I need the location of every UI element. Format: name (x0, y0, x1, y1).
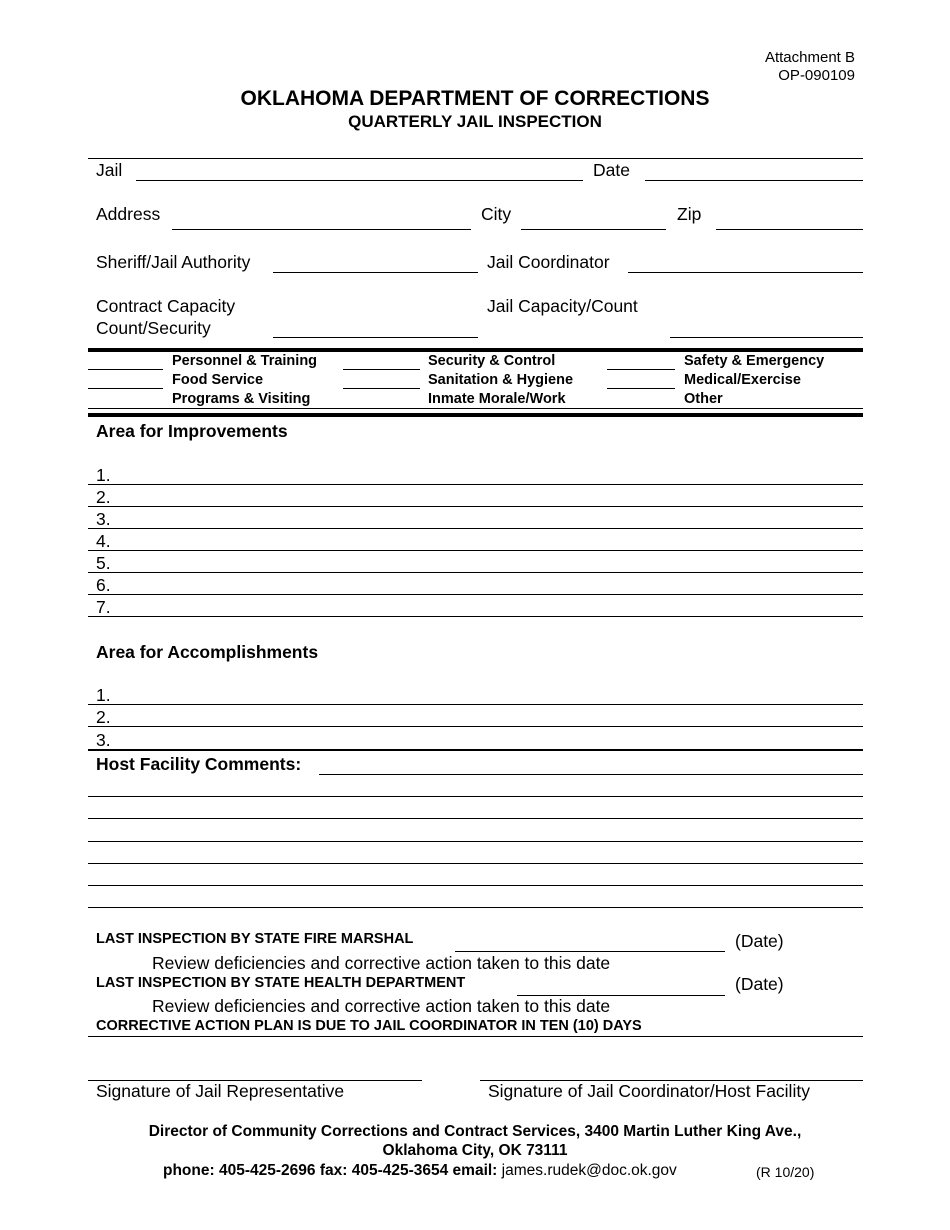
zip-input[interactable] (716, 207, 863, 230)
check-medical[interactable] (607, 366, 675, 389)
fire-marshal-date-label: (Date) (735, 931, 784, 951)
host-comment-line[interactable] (88, 796, 863, 797)
improvement-item: 7. (96, 597, 111, 617)
corrective-rule (88, 1036, 863, 1037)
category-programs: Programs & Visiting (172, 391, 311, 407)
page-subtitle: QUARTERLY JAIL INSPECTION (348, 112, 602, 131)
city-input[interactable] (521, 207, 666, 230)
contract-capacity-input[interactable] (273, 315, 478, 338)
improvement-line[interactable] (88, 506, 863, 507)
improvement-line[interactable] (88, 616, 863, 617)
jail-input[interactable] (136, 158, 583, 181)
zip-label: Zip (677, 204, 702, 224)
fire-marshal-label: LAST INSPECTION BY STATE FIRE MARSHAL (96, 931, 414, 947)
improvement-item: 5. (96, 553, 111, 573)
contract-capacity-label-2: Count/Security (96, 318, 211, 338)
categories-bottom-rule (88, 413, 863, 417)
host-comment-line[interactable] (88, 885, 863, 886)
jail-capacity-input[interactable] (670, 315, 863, 338)
health-dept-date-input[interactable] (517, 973, 725, 996)
host-comment-line[interactable] (319, 774, 863, 775)
accomplishments-heading: Area for Accomplishments (96, 642, 319, 662)
phone-number: 405-425-2696 (218, 1162, 316, 1179)
check-sanitation[interactable] (343, 366, 420, 389)
accomplishments-bottom-rule (88, 749, 863, 751)
coordinator-signature-line[interactable] (480, 1058, 863, 1081)
host-comments-label: Host Facility Comments: (96, 754, 302, 774)
category-medical: Medical/Exercise (684, 372, 801, 388)
doc-code: OP-090109 (778, 67, 855, 84)
category-sanitation: Sanitation & Hygiene (428, 372, 574, 388)
jail-coordinator-input[interactable] (628, 250, 863, 273)
improvement-item: 2. (96, 487, 111, 507)
category-safety: Safety & Emergency (684, 353, 825, 369)
jail-rep-signature-label: Signature of Jail Representative (96, 1081, 345, 1101)
accomplishment-line[interactable] (88, 704, 863, 705)
fire-marshal-review: Review deficiencies and corrective action taken to this date (152, 953, 611, 973)
city-label: City (481, 204, 512, 224)
host-comment-line[interactable] (88, 841, 863, 842)
attachment-label: Attachment B (764, 49, 855, 66)
improvement-line[interactable] (88, 594, 863, 595)
category-other: Other (684, 391, 723, 407)
jail-rep-signature-line[interactable] (88, 1058, 422, 1081)
footer-address-line1: Director of Community Corrections and Contract Services, 3400 Martin Luther King Ave., (148, 1123, 802, 1140)
address-label: Address (96, 204, 161, 224)
jail-capacity-label: Jail Capacity/Count (487, 296, 638, 316)
fax-number: 405-425-3654 (351, 1162, 449, 1179)
category-security: Security & Control (428, 353, 556, 369)
category-food: Food Service (172, 372, 264, 388)
accomplishment-item: 3. (96, 730, 111, 750)
footer-contact (163, 1163, 677, 1179)
phone-label: phone: (163, 1162, 215, 1179)
health-dept-date-label: (Date) (735, 974, 784, 994)
contract-capacity-label: Contract Capacity (96, 296, 236, 316)
categories-thin-rule (88, 408, 863, 409)
host-comment-line[interactable] (88, 818, 863, 819)
jail-label: Jail (96, 160, 123, 180)
page-title: OKLAHOMA DEPARTMENT OF CORRECTIONS (240, 87, 710, 110)
improvement-line[interactable] (88, 550, 863, 551)
host-comment-line[interactable] (88, 907, 863, 908)
corrective-action-notice: CORRECTIVE ACTION PLAN IS DUE TO JAIL COORDINATOR IN TEN (10) DAYS (96, 1018, 642, 1034)
revision-code: (R 10/20) (756, 1164, 815, 1180)
date-label: Date (593, 160, 630, 180)
email-label: email: (452, 1162, 498, 1179)
fire-marshal-date-input[interactable] (455, 929, 725, 952)
date-input[interactable] (645, 158, 863, 181)
improvement-item: 4. (96, 531, 111, 551)
improvement-item: 1. (96, 465, 111, 485)
improvement-line[interactable] (88, 484, 863, 485)
accomplishment-item: 1. (96, 685, 111, 705)
accomplishment-line[interactable] (88, 726, 863, 727)
accomplishment-item: 2. (96, 707, 111, 727)
improvements-heading: Area for Improvements (96, 421, 288, 441)
category-personnel: Personnel & Training (172, 353, 318, 369)
check-food[interactable] (88, 366, 163, 389)
coordinator-signature-label: Signature of Jail Coordinator/Host Facility (488, 1081, 810, 1101)
improvement-line[interactable] (88, 572, 863, 573)
sheriff-input[interactable] (273, 250, 478, 273)
sheriff-label: Sheriff/Jail Authority (96, 252, 251, 272)
host-comment-line[interactable] (88, 863, 863, 864)
footer-address-line2: Oklahoma City, OK 73111 (382, 1142, 568, 1159)
improvement-line[interactable] (88, 528, 863, 529)
improvement-item: 3. (96, 509, 111, 529)
jail-coordinator-label: Jail Coordinator (487, 252, 610, 272)
health-dept-label: LAST INSPECTION BY STATE HEALTH DEPARTMENT (96, 975, 466, 991)
health-dept-review: Review deficiencies and corrective action taken to this date (152, 996, 611, 1016)
improvement-item: 6. (96, 575, 111, 595)
address-input[interactable] (172, 207, 471, 230)
category-morale: Inmate Morale/Work (428, 391, 566, 407)
fax-label: fax: (319, 1162, 348, 1179)
email-address[interactable]: james.rudek@doc.ok.gov (501, 1162, 677, 1179)
